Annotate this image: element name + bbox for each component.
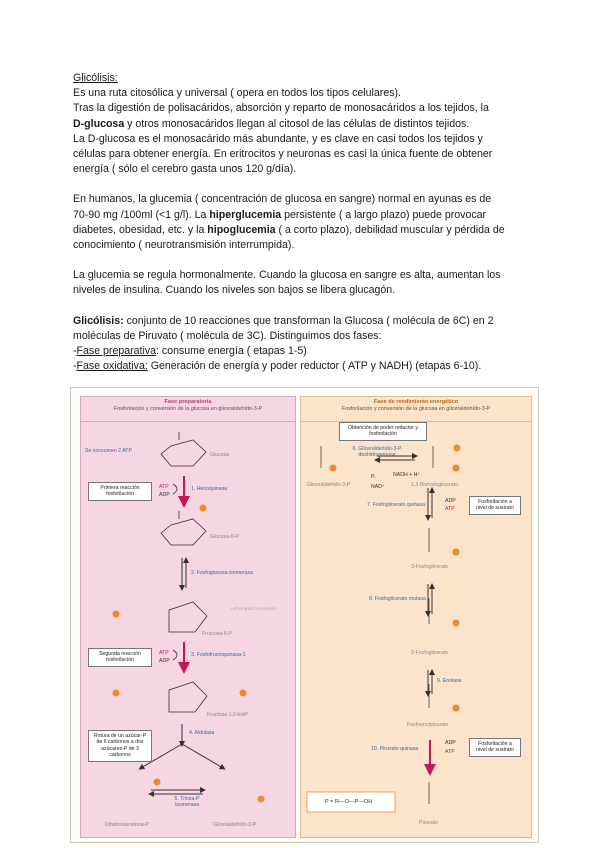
phosphate-icon <box>200 505 207 512</box>
paragraph-line: En humanos, la glucemia ( concentración de glucosa en sangre) normal en ayunas es de <box>73 193 492 206</box>
nad-label: NAD⁺ <box>371 484 385 490</box>
bold-term: hipoglucemia <box>207 223 276 236</box>
panel-header: Fase de rendimiento energético Fosforilación y conversión de la glucosa en gliceraldehído-3-P <box>301 397 531 422</box>
step2-label: 2. Fosfoglucosa isomerasa <box>191 570 253 576</box>
first-phosphorylation-box: Primera reacción fosforilación <box>88 482 152 501</box>
substrate-phosphorylation-box: Fosforilación a nivel de sustrato <box>469 738 521 757</box>
paragraph-line: La D-glucosa es el monosacárido más abundante, y es clave en casi todos los tejidos y <box>73 132 483 145</box>
step10-label: 10. Piruvato quinasa <box>371 746 419 752</box>
step4-split-right <box>182 744 223 768</box>
paragraph-line: diabetes, obesidad, etc. y la hipoglucemia ( a corto plazo), debilidad muscular y pérdida de <box>73 223 505 236</box>
fructose-16bp-ring <box>169 682 207 712</box>
glucose-ring <box>161 432 206 466</box>
2pg-name: 2-Fosfoglicerato <box>411 650 449 656</box>
step7-label: 7. Fosfoglicerato quinasa <box>367 502 425 508</box>
3pg-name: 3-Fosfoglicerato <box>411 564 449 570</box>
phosphate-icon <box>330 465 337 472</box>
atp-curve <box>173 650 177 660</box>
phosphate-icon <box>240 690 247 697</box>
fructose-16bp-name: Fructosa 1,6-bisP <box>207 712 248 718</box>
phosphate-icon <box>453 465 460 472</box>
bold-term: D-glucosa <box>73 117 125 130</box>
atp-label: ATP <box>445 506 455 512</box>
paragraph-line: Tras la digestión de polisacáridos, absorción y reparto de monosacáridos a los tejidos, la <box>73 102 489 115</box>
phosphate-icon <box>154 779 161 786</box>
atp-label: ATP <box>159 484 169 490</box>
step8-label: 8. Fosfoglicerato mutasa <box>369 596 426 602</box>
phosphate-icon <box>453 620 460 627</box>
13bpg-name: 1,3-Bisfosfoglicerato <box>411 482 458 488</box>
split-box: Rotura de un azúcar-P de 6 carbonos a dos azúcares-P de 3 carbonos <box>88 730 152 762</box>
oxidation-box: Obtención de poder reductor y fosforilación <box>339 422 427 441</box>
adp-label: ADP <box>159 492 170 498</box>
pyruvate-name: Piruvato <box>419 820 439 826</box>
nadh-label: NADH + H⁺ <box>393 472 421 478</box>
atp-curve <box>173 484 177 494</box>
phosphate-icon <box>454 445 461 452</box>
adp-label: ADP <box>445 740 456 746</box>
step1-label: 1. Hexoquinasa <box>191 486 228 492</box>
g3p-left-name: Gliceraldehído-3-P <box>213 822 257 828</box>
atp-label: ATP <box>445 749 455 755</box>
paragraph-line: Glicólisis: conjunto de 10 reacciones que transforman la Glucosa ( molécula de 6C) en 2 <box>73 314 494 327</box>
phosphate-icon <box>258 796 265 803</box>
paragraph-line: conocimiento ( neurotransmisión interrumpida). <box>73 239 295 252</box>
pi-label: Pᵢ <box>371 474 376 480</box>
step4-label: 4. Aldolasa <box>189 730 215 736</box>
g3p-right-name: Gliceraldehído-3-P <box>307 482 351 488</box>
dhap-name: Dihidroxiacetona-P <box>105 822 149 828</box>
paragraph-line: La glucemia se regula hormonalmente. Cuando la glucosa en sangre es alta, aumentan los <box>73 269 501 282</box>
step5-label: 5. Triosa-P isomerasa <box>174 796 200 809</box>
fructose-6p-ring <box>169 602 207 632</box>
pep-name: Fosfoenolpiruvato <box>407 722 449 728</box>
paragraph-line: energía ( sólo el cerebro gasta unos 120 g/día). <box>73 163 297 176</box>
adp-label: ADP <box>445 498 456 504</box>
atp-label: ATP <box>159 650 169 656</box>
step3-label: 3. Fosfofructoquinasa-1 <box>191 652 246 658</box>
document-text <box>73 71 543 374</box>
glucose-6p-ring <box>161 511 206 545</box>
section-heading: Glicólisis: <box>73 72 118 84</box>
paragraph-line: 70-90 mg /100ml (<1 g/l). La hiperglucemia persistente ( a largo plazo) puede provocar <box>73 208 487 221</box>
phase-item: -Fase oxidativa: Generación de energía y poder reductor ( ATP y NADH) (etapas 6-10). <box>73 360 482 373</box>
bold-term: Glicólisis: <box>73 314 124 327</box>
second-phosphorylation-box: Segunda reacción fosforilación <box>88 648 152 667</box>
watermark: Lehninger/Cox-Nelson <box>231 606 277 611</box>
glucose-name: Glucosa <box>210 452 230 458</box>
paragraph-line: Es una ruta citosólica y universal ( opera en todos los tipos celulares). <box>73 87 401 100</box>
phosphate-icon <box>113 690 120 697</box>
adp-label: ADP <box>159 658 170 664</box>
paragraph-line: niveles de insulina. Cuando los niveles son bajos se libera glucagón. <box>73 284 396 297</box>
glycolysis-figure <box>70 387 539 843</box>
phosphate-icon <box>113 611 120 618</box>
step6-label: 6. Gliceraldehído-3-P deshidrogenasa <box>352 446 402 459</box>
glucose-6p-name: Glucosa-6-P <box>210 534 239 540</box>
step9-label: 9. Enolasa <box>437 678 462 684</box>
phosphate-icon <box>453 549 460 556</box>
consume-atp-label: Se consumen 2 ATP <box>85 448 132 454</box>
phase-item: -Fase preparativa: consume energía ( etapas 1-5) <box>73 345 307 358</box>
phosphate-legend: P = R—O—P—OH <box>325 799 373 805</box>
paragraph-line: moléculas de Piruvato ( molécula de 3C). Distinguimos dos fases: <box>73 329 382 342</box>
paragraph-line: células para obtener energía. En eritrocitos y neuronas es casi la única fuente de obtener <box>73 148 493 161</box>
bold-term: hiperglucemia <box>209 208 282 221</box>
pathway-drawing <box>71 388 538 842</box>
panel-header: Fase preparatoria Fosforilación y conversión de la glucosa en gliceraldehído-3-P <box>81 397 295 422</box>
phosphate-icon <box>453 705 460 712</box>
fructose-6p-name: Fructosa-6-P <box>202 631 232 637</box>
substrate-phosphorylation-box: Fosforilación a nivel de sustrato <box>469 496 521 515</box>
paragraph-line: D-glucosa y otros monosacáridos llegan al citosol de las células de distintos tejidos. <box>73 117 470 130</box>
